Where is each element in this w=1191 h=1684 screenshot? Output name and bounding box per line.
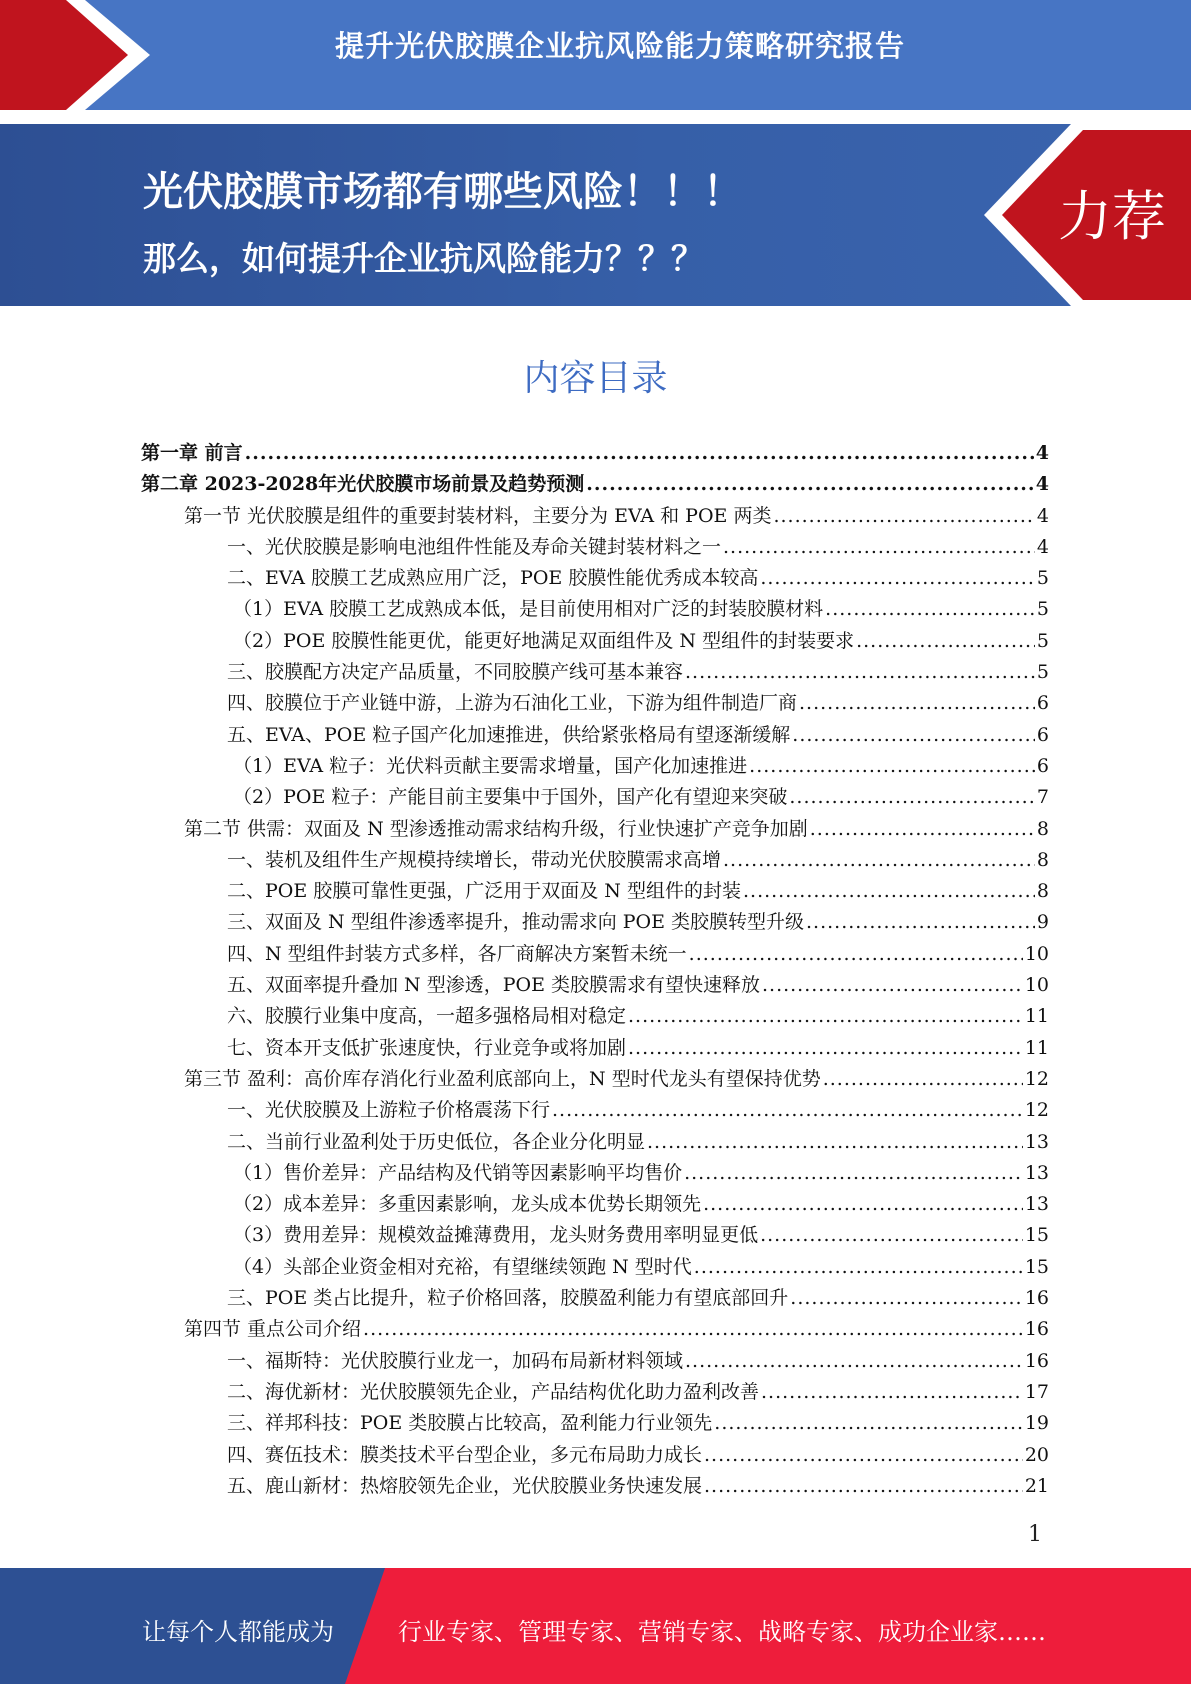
toc-entry[interactable]: 二、当前行业盈利处于历史低位，各企业分化明显 ..... 13: [141, 1127, 1049, 1158]
toc-entry[interactable]: 一、装机及组件生产规模持续增长，带动光伏胶膜需求高增 ..... 8: [141, 845, 1049, 876]
toc-entry[interactable]: 一、光伏胶膜及上游粒子价格震荡下行 ..... 12: [141, 1095, 1049, 1126]
toc-entry[interactable]: 三、胶膜配方决定产品质量，不同胶膜产线可基本兼容 ..... 5: [141, 657, 1049, 688]
footer-slogan-right: 行业专家、管理专家、营销专家、战略专家、成功企业家……: [398, 1618, 1046, 1646]
toc-entry[interactable]: 三、双面及 N 型组件渗透率提升，推动需求向 POE 类胶膜转型升级 ..... 9: [141, 907, 1049, 938]
recommend-badge-label: 力荐: [1058, 185, 1166, 248]
toc-entry[interactable]: （2）POE 胶膜性能更优，能更好地满足双面组件及 N 型组件的封装要求 ..... 5: [141, 626, 1049, 657]
toc-entry[interactable]: （1）EVA 粒子：光伏料贡献主要需求增量，国产化加速推进 ..... 6: [141, 751, 1049, 782]
toc-entry[interactable]: 二、海优新材：光伏胶膜领先企业，产品结构优化助力盈利改善 ..... 17: [141, 1377, 1049, 1408]
toc-entry[interactable]: 第二节 供需：双面及 N 型渗透推动需求结构升级，行业快速扩产竞争加剧 ..... 8: [141, 814, 1049, 845]
footer-slogan-left: 让每个人都能成为: [142, 1618, 334, 1646]
toc-entry[interactable]: 第一节 光伏胶膜是组件的重要封装材料，主要分为 EVA 和 POE 两类 ..... 4: [141, 501, 1049, 532]
toc-entry[interactable]: （3）费用差异：规模效益摊薄费用，龙头财务费用率明显更低 ..... 15: [141, 1220, 1049, 1251]
toc-entry[interactable]: 四、胶膜位于产业链中游，上游为石油化工业，下游为组件制造厂商 ..... 6: [141, 688, 1049, 719]
toc-entry[interactable]: 四、N 型组件封装方式多样，各厂商解决方案暂未统一 ..... 10: [141, 939, 1049, 970]
toc-entry[interactable]: 三、POE 类占比提升，粒子价格回落，胶膜盈利能力有望底部回升 ..... 16: [141, 1283, 1049, 1314]
page-number: 1: [1028, 1522, 1042, 1547]
toc-entry[interactable]: 五、鹿山新材：热熔胶领先企业，光伏胶膜业务快速发展 ..... 21: [141, 1471, 1049, 1502]
toc-entry[interactable]: 一、福斯特：光伏胶膜行业龙一，加码布局新材料领域 ..... 16: [141, 1346, 1049, 1377]
toc-entry[interactable]: 七、资本开支低扩张速度快，行业竞争或将加剧 ..... 11: [141, 1033, 1049, 1064]
toc-entry[interactable]: 三、祥邦科技：POE 类胶膜占比较高，盈利能力行业领先 ..... 19: [141, 1408, 1049, 1439]
toc-heading: 内容目录: [523, 358, 668, 399]
toc-entry[interactable]: （2）POE 粒子：产能目前主要集中于国外，国产化有望迎来突破 ..... 7: [141, 782, 1049, 813]
header-arrow-icon: [0, 0, 150, 110]
toc-entry[interactable]: （4）头部企业资金相对充裕，有望继续领跑 N 型时代 ..... 15: [141, 1252, 1049, 1283]
toc-entry[interactable]: 四、赛伍技术：膜类技术平台型企业，多元布局助力成长 ..... 20: [141, 1440, 1049, 1471]
toc-entry[interactable]: 第二章 2023-2028年光伏胶膜市场前景及趋势预测 ..... 4: [141, 469, 1049, 500]
toc-entry[interactable]: 第一章 前言 ..... 4: [141, 438, 1049, 469]
toc-entry[interactable]: （1）售价差异：产品结构及代销等因素影响平均售价 ..... 13: [141, 1158, 1049, 1189]
report-title: 提升光伏胶膜企业抗风险能力策略研究报告: [334, 29, 905, 63]
toc-entry[interactable]: 第四节 重点公司介绍 ..... 16: [141, 1314, 1049, 1345]
toc-entry[interactable]: （2）成本差异：多重因素影响，龙头成本优势长期领先 ..... 13: [141, 1189, 1049, 1220]
banner-headline: 光伏胶膜市场都有哪些风险！！！: [143, 169, 743, 215]
banner-subheadline: 那么，如何提升企业抗风险能力？？？: [143, 239, 704, 278]
toc-entry[interactable]: （1）EVA 胶膜工艺成熟成本低，是目前使用相对广泛的封装胶膜材料 ..... 5: [141, 594, 1049, 625]
promo-banner: [0, 124, 1191, 306]
toc-entry[interactable]: 二、EVA 胶膜工艺成熟应用广泛，POE 胶膜性能优秀成本较高 ..... 5: [141, 563, 1049, 594]
table-of-contents: [141, 438, 1049, 1502]
toc-entry[interactable]: 一、光伏胶膜是影响电池组件性能及寿命关键封装材料之一 ..... 4: [141, 532, 1049, 563]
toc-entry[interactable]: 第三节 盈利：高价库存消化行业盈利底部向上，N 型时代龙头有望保持优势 ..... 12: [141, 1064, 1049, 1095]
toc-entry[interactable]: 五、双面率提升叠加 N 型渗透，POE 类胶膜需求有望快速释放 ..... 10: [141, 970, 1049, 1001]
toc-entry[interactable]: 二、POE 胶膜可靠性更强，广泛用于双面及 N 型组件的封装 ..... 8: [141, 876, 1049, 907]
toc-entry[interactable]: 六、胶膜行业集中度高，一超多强格局相对稳定 ..... 11: [141, 1001, 1049, 1032]
toc-entry[interactable]: 五、EVA、POE 粒子国产化加速推进，供给紧张格局有望逐渐缓解 ..... 6: [141, 720, 1049, 751]
